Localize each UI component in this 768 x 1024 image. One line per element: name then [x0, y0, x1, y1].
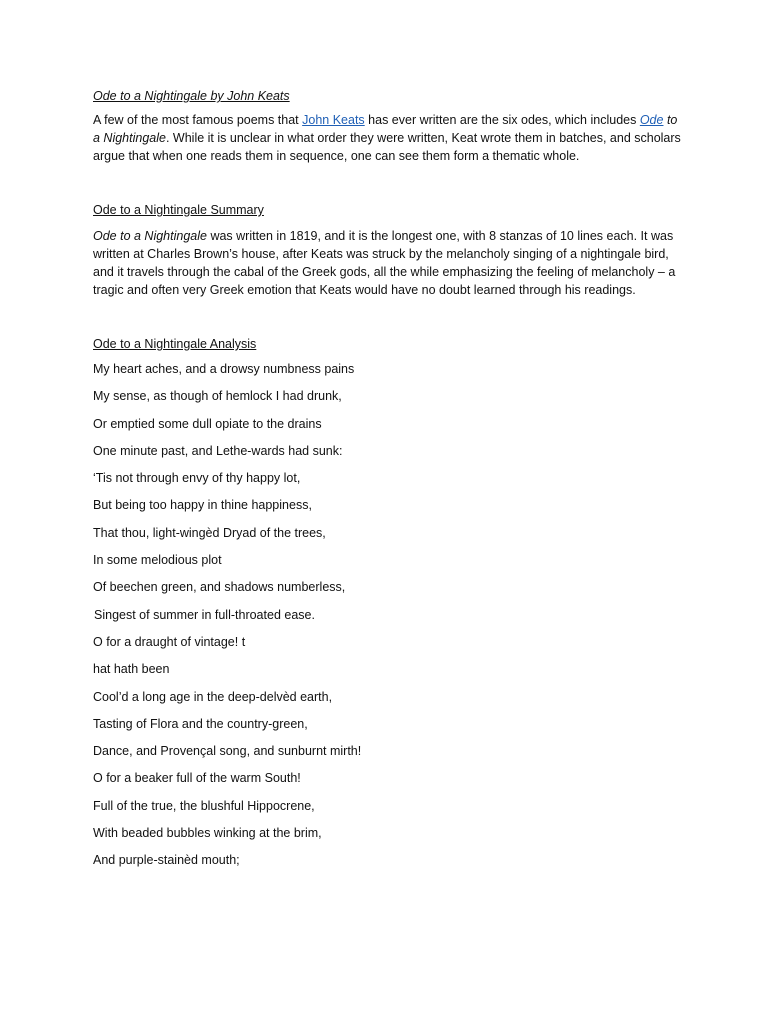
poem-line: And purple-stainèd mouth;: [93, 853, 240, 868]
poem-line: O for a draught of vintage! t: [93, 634, 246, 649]
poem-line: Singest of summer in full-throated ease.: [94, 607, 315, 622]
poem-line: Or emptied some dull opiate to the drains: [93, 416, 322, 431]
document-title: Ode to a Nightingale by John Keats: [93, 89, 290, 103]
intro-text-1: A few of the most famous poems that: [93, 113, 303, 127]
intro-paragraph: [93, 111, 683, 165]
spacer: [93, 299, 683, 336]
summary-italic-lead: Ode to a Nightingale: [93, 229, 207, 243]
intro-text-2: has ever written are the six odes, which includes: [364, 113, 640, 127]
poem-line: O for a beaker full of the warm South!: [93, 771, 301, 786]
poem-line: One minute past, and Lethe-wards had sunk:: [93, 443, 343, 458]
analysis-heading: Ode to a Nightingale Analysis: [93, 337, 257, 351]
poem-line: My sense, as though of hemlock I had drunk,: [93, 389, 342, 404]
summary-paragraph: [93, 227, 683, 299]
poem-line: Cool’d a long age in the deep-delvèd earth,: [93, 689, 333, 704]
poem-line: Of beechen green, and shadows numberless,: [93, 580, 346, 595]
poem-line: My heart aches, and a drowsy numbness pains: [93, 362, 355, 376]
poem-line: Dance, and Provençal song, and sunburnt mirth!: [93, 744, 362, 759]
poem-line: But being too happy in thine happiness,: [93, 498, 312, 513]
poem-line: In some melodious plot: [93, 553, 222, 568]
summary-heading: Ode to a Nightingale Summary: [93, 203, 264, 217]
poem-line: Full of the true, the blushful Hippocrene,: [93, 798, 315, 813]
poem-line: That thou, light-wingèd Dryad of the trees,: [93, 525, 326, 540]
ode-link[interactable]: Ode: [639, 113, 664, 127]
intro-text-4: . While it is unclear in what order they were written, Keat wrote them in batches, and scholars argue that when one reads them in sequence, one can see them form a thematic whole.: [93, 131, 681, 163]
poem-line: hat hath been: [93, 662, 170, 677]
poem-line: ‘Tis not through envy of thy happy lot,: [93, 471, 301, 486]
poem-line: Tasting of Flora and the country-green,: [93, 716, 308, 731]
intro-text-3: to a Nightingale: [93, 113, 678, 145]
summary-text: was written in 1819, and it is the longest one, with 8 stanzas of 10 lines each. It was written at Charles Brown’s house, after Keats was struck by the melancholy singing of a nightingale bird, and it travels through the cabal of the Greek gods, all the while emphasizing the feeling of melancholy – a tragic and often very Greek emotion that Keats would have no doubt learned through his readings.: [93, 229, 676, 297]
document-content: [93, 88, 683, 880]
poem-lines: [93, 361, 683, 880]
poem-line: With beaded bubbles winking at the brim,: [93, 826, 322, 841]
john-keats-link[interactable]: John Keats: [302, 113, 365, 127]
spacer: [93, 165, 683, 202]
